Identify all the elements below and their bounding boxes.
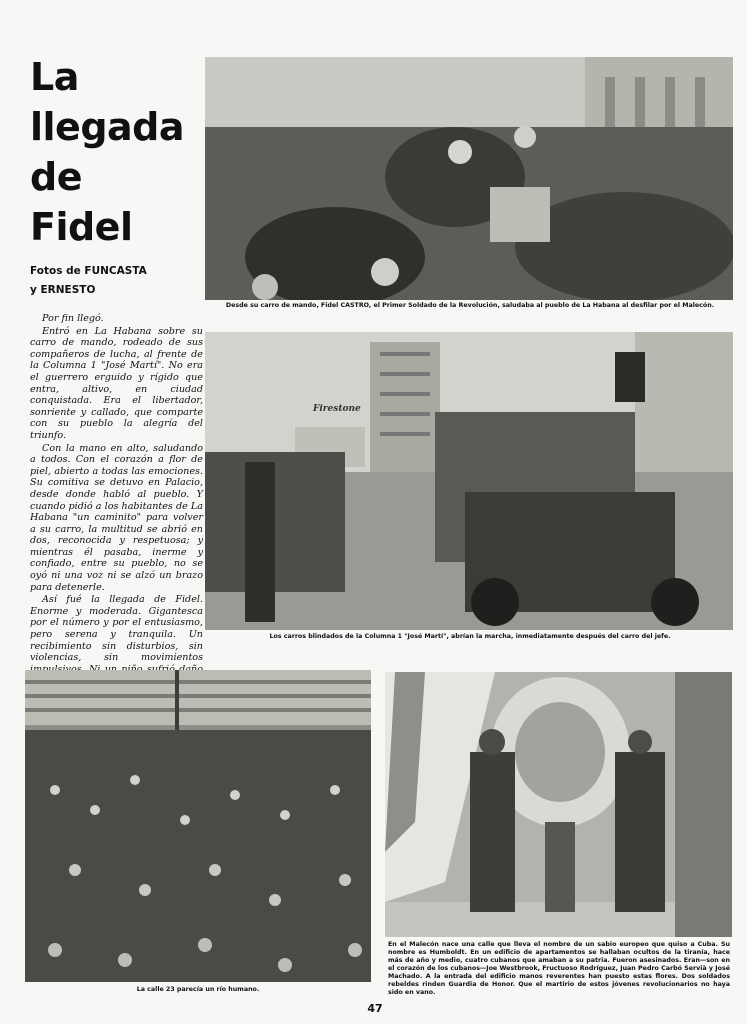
body-paragraph-3: Con la mano en alto, saludando a todos. Con el corazón a flor de piel, abierto a todas las emociones. Su comitiva se detuvo en Palacio, desde donde habló al pueblo. Y cuando pidió a los habitantes de La Habana "un caminito" para volver a su carro, la multitud se abrió en dos, reconocida y respetuosa; y mientras él pasaba, inerme y confiado, entre su pueblo, no se oyó ni una voz ni se alzó un brazo para detenerle.: [30, 442, 203, 593]
title-line-3: de: [30, 155, 82, 199]
caption-photo-4: En el Malecón nace una calle que lleva el nombre de un sabio europeo que quiso a Cuba. Su nombre es Humboldt. En un edificio de apartamentos se hallaban ocultos de la tiranía, hace más de año y medio, cuatro cubanos que amaban a su patria. Fueron asesinados. Eran—son en el corazón de los cubanos—Joe Westbrook, Fructuoso Rodríguez, Juan Pedro Carbó Servià y José Machado. A la entrada del edificio manos reverentes han puesto estas flores. Dos soldados rebeldes rinden Guardia de Honor. Que el martirio de estos jóvenes revolucionarios no haya sido en vano.: [388, 941, 730, 996]
photo-calle-23: [25, 670, 371, 982]
body-paragraph-4: Así fué la llegada de Fidel. Enorme y moderada. Gigantesca por el número y por el entusiasmo, pero serena y tranquila. Un recibimiento sin disturbios, sin violencias, sin movimientos: [30, 594, 203, 664]
credits-line-1: Fotos de FUNCASTA: [30, 265, 147, 277]
caption-photo-3: La calle 23 parecía un río humano.: [136, 986, 260, 993]
photo-guardia-honor: [385, 672, 732, 937]
credits-line-2: y ERNESTO: [30, 284, 96, 296]
title-line-4: Fidel: [30, 205, 133, 249]
article-title: [30, 52, 205, 252]
firestone-sign: Firestone: [313, 404, 361, 414]
caption-photo-1: Desde su carro de mando, Fidel CASTRO, el Primer Soldado de la Revolución, saludaba al pueblo de La Habana al desfilar por el Malecón.: [225, 302, 715, 309]
caption-photo-2: Los carros blindados de la Columna 1 "José Martí", abrían la marcha, inmediatamente después del carro del jefe.: [269, 633, 671, 640]
title-line-2: llegada: [30, 105, 185, 149]
photo-credits: [30, 262, 205, 300]
body-paragraph-1: Por fin llegó.: [42, 313, 104, 324]
body-paragraph-2: Entró en La Habana sobre su carro de mando, rodeado de sus compañeros de lucha, al frente de la Columna 1 "José Martí". No era el guerrero erguido y rígido que entra, altivo, en ciudad conquistada. Era el libertador, sonriente y callado, que comparte con su pueblo la alegría del triunfo.: [30, 325, 203, 441]
title-line-1: La: [30, 55, 79, 99]
article-body: [30, 313, 203, 711]
photo-carros-blindados: [205, 332, 733, 630]
page-number: 47: [367, 1002, 383, 1015]
photo-fidel-carro: [205, 57, 733, 300]
